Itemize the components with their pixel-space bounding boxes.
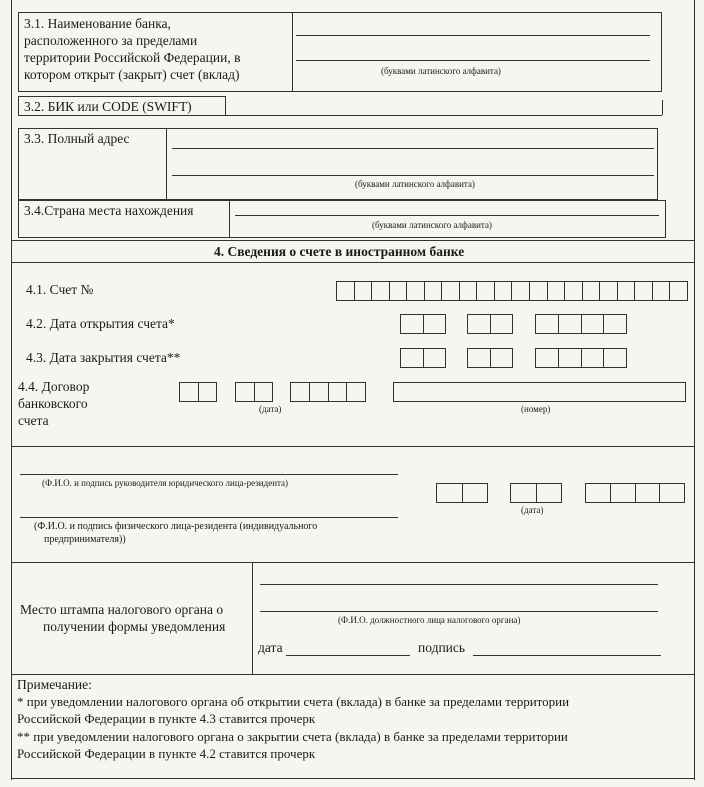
individual-hint-2: предпринимателя)) <box>44 534 126 545</box>
section4-top-rule <box>11 240 695 241</box>
open-date-month-cells[interactable] <box>467 314 513 334</box>
bic-field-line[interactable] <box>226 115 662 116</box>
bottom-border <box>11 778 695 779</box>
account-label: 4.1. Счет № <box>26 282 94 297</box>
tax-signature-line[interactable] <box>473 655 661 656</box>
contract-date-month-cells[interactable] <box>235 382 273 402</box>
section4-title: 4. Сведения о счете в иностранном банке <box>214 244 465 259</box>
tax-date-line[interactable] <box>286 655 410 656</box>
bank-name-field-line-2[interactable] <box>296 60 650 61</box>
bank-name-label-1: 3.1. Наименование банка, <box>24 16 171 31</box>
open-date-day-cells[interactable] <box>400 314 446 334</box>
notes-line-1: * при уведомлении налогового органа об открытии счета (вклада) в банке за пределами территории <box>17 694 570 709</box>
open-date-label: 4.2. Дата открытия счета* <box>26 316 175 331</box>
latin-hint-1: (буквами латинского алфавита) <box>381 66 501 76</box>
close-date-month-cells[interactable] <box>467 348 513 368</box>
legal-head-hint: (Ф.И.О. и подпись руководителя юридического лица-резидента) <box>42 478 289 488</box>
close-date-year-cells[interactable] <box>535 348 627 368</box>
signature-date-month-cells[interactable] <box>510 483 562 503</box>
latin-hint-3: (буквами латинского алфавита) <box>372 220 492 230</box>
tax-signature-label: подпись <box>418 640 466 655</box>
legal-head-signature-line[interactable] <box>20 474 398 475</box>
official-hint: (Ф.И.О. должностного лица налогового органа) <box>338 615 521 625</box>
bank-name-label-3: территории Российской Федерации, в <box>24 50 241 65</box>
contract-date-hint: (дата) <box>259 404 282 414</box>
tax-stamp-label-2: получении формы уведомления <box>43 619 226 634</box>
bank-name-field-line-1[interactable] <box>296 35 650 36</box>
bic-label: 3.2. БИК или CODE (SWIFT) <box>24 99 192 114</box>
address-field-line-1[interactable] <box>172 148 654 149</box>
bank-name-label-4: котором открыт (закрыт) счет (вклад) <box>24 67 240 82</box>
bic-field-end <box>662 100 663 115</box>
contract-number-field[interactable] <box>393 382 686 402</box>
official-line-1[interactable] <box>260 584 658 585</box>
notes-top-rule <box>11 674 695 675</box>
country-label: 3.4.Страна места нахождения <box>24 203 194 218</box>
contract-date-year-cells[interactable] <box>290 382 366 402</box>
contract-number-hint: (номер) <box>521 404 551 414</box>
contract-date-day-cells[interactable] <box>179 382 217 402</box>
close-date-label: 4.3. Дата закрытия счета** <box>26 350 181 365</box>
notes-line-3: ** при уведомлении налогового органа о закрытии счета (вклада) в банке за пределами территории <box>17 729 568 744</box>
tax-date-label: дата <box>258 640 283 655</box>
individual-signature-line[interactable] <box>20 517 398 518</box>
outer-right-border <box>694 0 695 780</box>
close-date-day-cells[interactable] <box>400 348 446 368</box>
notes-title: Примечание: <box>17 677 92 692</box>
tax-stamp-divider <box>252 562 253 674</box>
latin-hint-2: (буквами латинского алфавита) <box>355 179 475 189</box>
tax-stamp-label-1: Место штампа налогового органа о <box>20 602 224 617</box>
signature-date-hint: (дата) <box>521 505 544 515</box>
signature-date-day-cells[interactable] <box>436 483 488 503</box>
contract-label-3: счета <box>18 413 49 428</box>
country-field-line[interactable] <box>235 215 659 216</box>
notes-line-4: Российской Федерации в пункте 4.2 ставится прочерк <box>17 746 316 761</box>
open-date-year-cells[interactable] <box>535 314 627 334</box>
tax-stamp-top-rule <box>11 562 695 563</box>
address-label: 3.3. Полный адрес <box>24 131 130 146</box>
signature-date-year-cells[interactable] <box>585 483 685 503</box>
bank-name-divider <box>292 12 293 92</box>
account-number-cells[interactable] <box>336 281 688 301</box>
address-divider <box>166 128 167 200</box>
address-field-line-2[interactable] <box>172 175 654 176</box>
contract-label-1: 4.4. Договор <box>18 379 90 394</box>
contract-label-2: банковского <box>18 396 88 411</box>
country-divider <box>229 200 230 238</box>
notes-line-2: Российской Федерации в пункте 4.3 ставится прочерк <box>17 711 316 726</box>
bank-name-label-2: расположенного за пределами <box>24 33 198 48</box>
section4-title-rule <box>11 262 695 263</box>
individual-hint-1: (Ф.И.О. и подпись физического лица-резидента (индивидуального <box>34 521 318 532</box>
signature-top-rule <box>11 446 695 447</box>
outer-left-border <box>11 0 12 780</box>
official-line-2[interactable] <box>260 611 658 612</box>
